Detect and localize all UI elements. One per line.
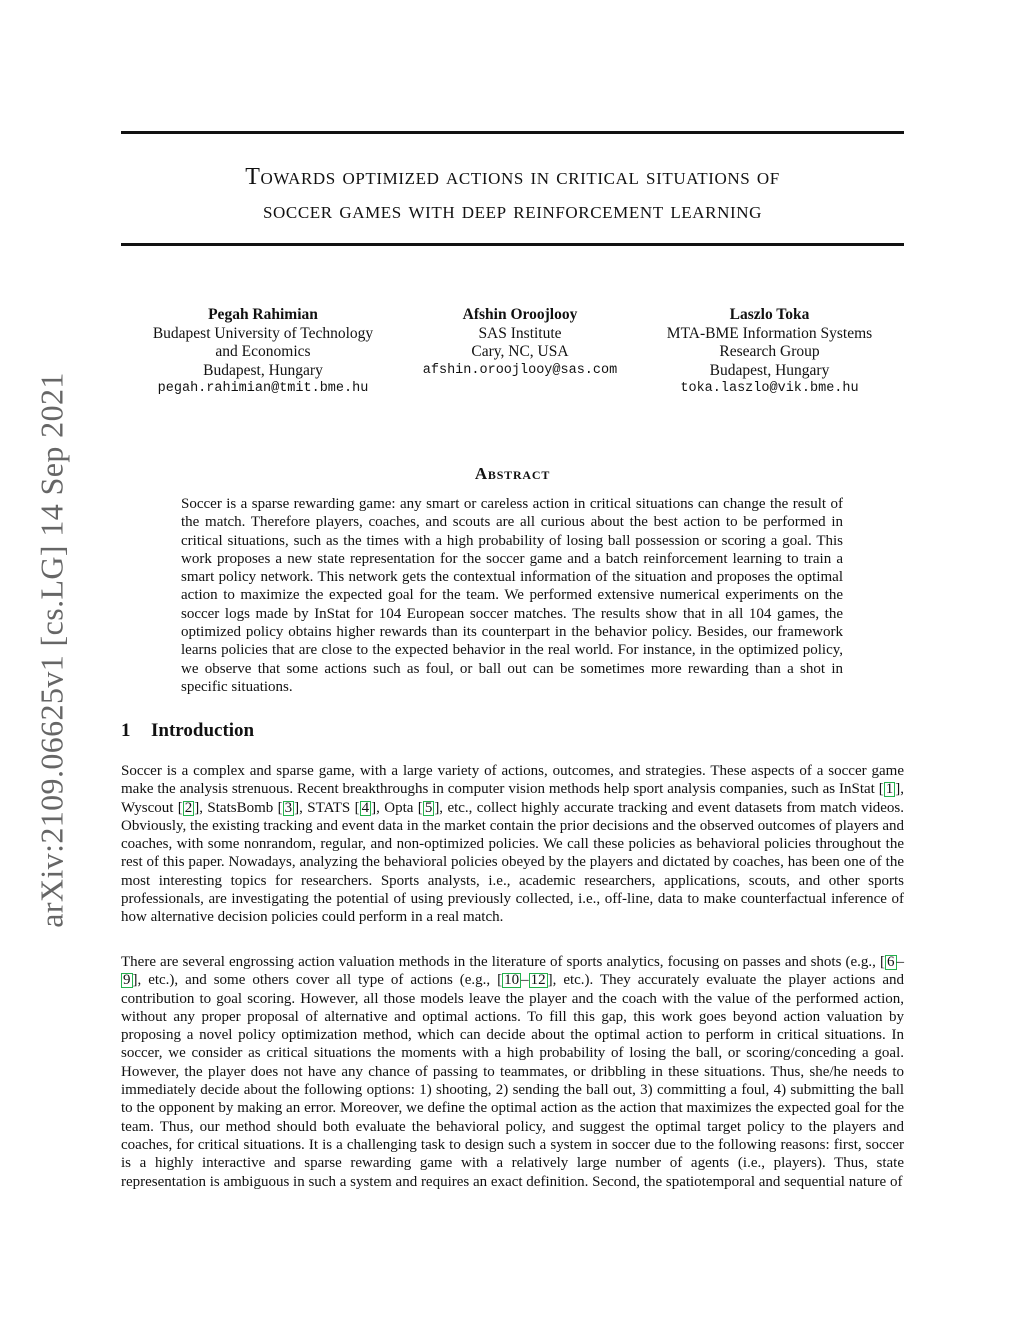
- citation-link[interactable]: 9: [123, 972, 131, 989]
- text-run: Soccer is a complex and sparse game, with a large variety of actions, outcomes, and strategies. These aspects of a soccer game make the analysis strenuous. Recent breakthroughs in computer vision methods help sport analysis companies, such as InStat [: [121, 763, 904, 798]
- text-run: ], etc.), and some others cover all type of actions (e.g., [: [132, 972, 503, 989]
- author-block-3: [642, 306, 897, 399]
- citation-link[interactable]: 1: [885, 781, 894, 798]
- author-email[interactable]: toka.laszlo@vik.bme.hu: [680, 381, 859, 396]
- text-run: ], STATS [: [294, 799, 360, 816]
- citation-link[interactable]: 3: [284, 799, 293, 816]
- text-run: ], etc., collect highly accurate tracking and event datasets from match videos. Obviously, the existing tracking and event data in the market contain the prior decisions and the observed outcomes of players and coaches, with some nonrandom, regular, and non-optimized policies. We call these policies as behavioral policies throughout the rest of this paper. Nowadays, analyzing the behavioral policies obeyed by the players and dictated by coaches, has been one of the most interesting topics for researchers. Sports analysts, i.e., academic researchers, applications, scouts, and other sports professionals, are investigating the potential of using previously collected, i.e., off-line, data to make counterfactual inference of how alternative decision policies could perform in a real match.: [121, 799, 904, 926]
- author-location: Cary, NC, USA: [471, 343, 569, 360]
- paper-title: [121, 160, 904, 228]
- author-affiliation: and Economics: [215, 343, 311, 360]
- author-affiliation: MTA-BME Information Systems: [666, 324, 873, 342]
- author-name: Afshin Oroojlooy: [462, 306, 578, 323]
- citation-link[interactable]: 12: [530, 972, 546, 989]
- arxiv-stamp-text: arXiv:2109.06625v1 [cs.LG] 14 Sep 2021: [33, 372, 70, 928]
- title-rule-top: [121, 131, 904, 134]
- author-email[interactable]: afshin.oroojlooy@sas.com: [422, 362, 618, 378]
- section-title: Introduction: [151, 720, 255, 741]
- citation-link[interactable]: 4: [361, 799, 370, 816]
- text-run: ], Wyscout [: [121, 781, 904, 816]
- text-run: ], Opta [: [371, 799, 423, 816]
- title-line-1: Towards optimized actions in critical situations of: [245, 164, 780, 190]
- author-location: Budapest, Hungary: [709, 361, 830, 379]
- title-line-2: soccer games with deep reinforcement learning: [263, 198, 762, 224]
- author-email[interactable]: pegah.rahimian@tmit.bme.hu: [157, 381, 369, 396]
- abstract-text: Soccer is a sparse rewarding game: any smart or careless action in critical situations can change the result of the match. Therefore players, coaches, and scouts are all curious about the best action to be performed in critical situations, such as the times with a high probability of losing ball possession or scoring a goal. This work proposes a new state representation for the soccer game and a batch reinforcement learning to train a smart policy network. This network gets the contextual information of the situation and proposes the optimal action to maximize the expected goal for the team. We performed extensive numerical experiments on the soccer logs made by InStat for 104 European soccer matches. The results show that in all 104 games, the optimized policy obtains higher rewards than its counterpart in the behavior policy. Besides, our framework learns policies that are close to the expected behavior in the real world. For instance, in the optimized policy, we observe that some actions such as foul, or ball out can be sometimes more rewarding than a shot in specific situations.: [181, 496, 843, 695]
- intro-paragraph-2: [121, 953, 904, 1191]
- citation-link[interactable]: 10: [504, 972, 520, 989]
- author-affiliation: SAS Institute: [478, 324, 562, 342]
- section-number: 1: [121, 720, 131, 741]
- author-location: Budapest, Hungary: [203, 361, 323, 379]
- text-run: –: [521, 972, 529, 989]
- author-name: Pegah Rahimian: [208, 306, 318, 323]
- text-run: ], etc.). They accurately evaluate the player actions and contribution to goal scoring. However, all those models leave the player and the coach with the value of the performed action, without any proper proposal of alternative and optimal actions. To fill this gap, this work goes beyond action valuation by proposing a novel policy optimization method, which can decide about the optimal action to perform in critical situations. In soccer, we consider as critical situations the moments with a high probability of losing the ball, or scoring/conceding a goal. However, the player does not have any chance of passing to teammates, or dribbling in these situations. Thus, she/he needs to immediately decide about the following options: 1) shooting, 2) sending the ball out, 3) committing a foul, 4) submitting the ball to the opponent by making an error. Moreover, we define the optimal action as the action that maximizes the expected goal for the team. Thus, our method should both evaluate the behavioral policy, and suggest the optimal target policy to the players and coaches, for critical situations. It is a challenging task to design such a system in soccer due to the following reasons: first, soccer is a highly interactive and sparse rewarding game with a relatively large number of agents (i.e., players). Thus, state representation is ambiguous in such a system and requires an exact definition. Second, the spatiotemporal and sequential nature of: [121, 972, 904, 1190]
- abstract-heading: Abstract: [474, 464, 551, 483]
- author-block-1: [138, 306, 388, 399]
- author-block-2: [400, 306, 640, 380]
- citation-link[interactable]: 2: [184, 799, 193, 816]
- text-run: –: [896, 954, 904, 970]
- text-run: There are several engrossing action valuation methods in the literature of sports analytics, focusing on passes and shots (e.g., [: [121, 954, 885, 970]
- title-rule-bottom: [121, 243, 904, 246]
- text-run: ], StatsBomb [: [194, 799, 283, 816]
- citation-link[interactable]: 5: [424, 799, 433, 816]
- author-affiliation: Research Group: [719, 343, 820, 360]
- author-affiliation: Budapest University of Technology: [152, 324, 374, 342]
- author-name: Laszlo Toka: [729, 306, 810, 323]
- citation-link[interactable]: 6: [887, 954, 895, 970]
- section-heading-introduction: [121, 720, 254, 742]
- intro-paragraph-1: [121, 762, 904, 927]
